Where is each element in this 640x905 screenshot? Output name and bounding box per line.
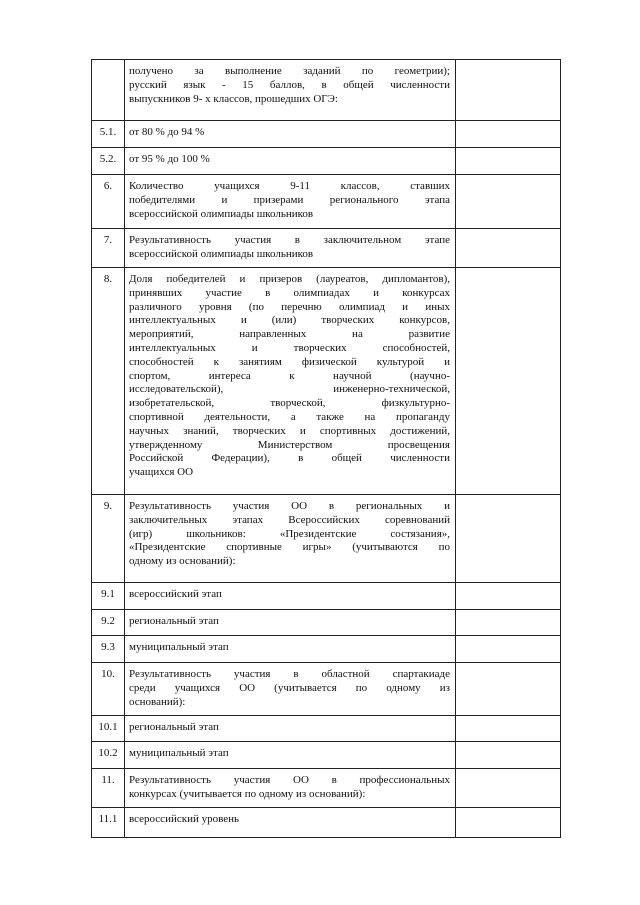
description-line: получено за выполнение заданий по геометрии); bbox=[129, 65, 450, 77]
row-description bbox=[125, 716, 456, 742]
description-line: Российской Федерации), в общей численности bbox=[129, 452, 450, 465]
row-value-cell[interactable] bbox=[456, 808, 561, 838]
description-line: спортивной деятельности, а также на пропаганду bbox=[129, 410, 450, 423]
table-row bbox=[92, 769, 561, 808]
description-line: выпускников 9- х классов, прошедших ОГЭ: bbox=[129, 92, 338, 105]
description-line: интеллектуальных и творческих способностей, bbox=[129, 341, 450, 354]
row-description bbox=[125, 148, 456, 175]
row-value-cell[interactable] bbox=[456, 148, 561, 175]
row-description bbox=[125, 175, 456, 229]
table-row bbox=[92, 175, 561, 229]
description-line: заключительных этапах Всероссийских соревнований bbox=[129, 513, 450, 526]
row-number: 9.1 bbox=[92, 583, 125, 610]
row-value-cell[interactable] bbox=[456, 60, 561, 121]
row-number: 10.2 bbox=[92, 742, 125, 769]
row-description bbox=[125, 583, 456, 610]
criteria-table-body bbox=[92, 60, 561, 838]
table-row bbox=[92, 121, 561, 148]
description-line: русский язык - 15 баллов, в общей численности bbox=[129, 78, 450, 91]
row-value-cell[interactable] bbox=[456, 495, 561, 583]
row-number: 9.3 bbox=[92, 636, 125, 663]
table-row bbox=[92, 148, 561, 175]
description-line: Результативность участия в заключительном этапе bbox=[129, 234, 450, 246]
row-description bbox=[125, 636, 456, 663]
table-row bbox=[92, 808, 561, 838]
row-description bbox=[125, 121, 456, 148]
description-line: принявших участие в олимпиадах и конкурсах bbox=[129, 286, 450, 299]
row-value-cell[interactable] bbox=[456, 663, 561, 716]
row-description bbox=[125, 60, 456, 121]
row-number: 5.1. bbox=[92, 121, 125, 148]
row-number: 8. bbox=[92, 268, 125, 495]
row-description bbox=[125, 268, 456, 495]
row-description bbox=[125, 808, 456, 838]
description-line: от 95 % до 100 % bbox=[129, 153, 210, 165]
row-value-cell[interactable] bbox=[456, 268, 561, 495]
table-row bbox=[92, 636, 561, 663]
table-row bbox=[92, 663, 561, 716]
description-line: всероссийский уровень bbox=[129, 813, 240, 825]
table-row bbox=[92, 268, 561, 495]
row-value-cell[interactable] bbox=[456, 175, 561, 229]
table-row bbox=[92, 495, 561, 583]
description-line: спортом, интереса к научной (научно- bbox=[129, 369, 450, 382]
row-number: 10.1 bbox=[92, 716, 125, 742]
description-line: всероссийской олимпиады школьников bbox=[129, 247, 314, 260]
row-number bbox=[92, 60, 125, 121]
table-row bbox=[92, 742, 561, 769]
table-row bbox=[92, 716, 561, 742]
description-line: региональный этап bbox=[129, 615, 219, 627]
row-number: 11. bbox=[92, 769, 125, 808]
table-row bbox=[92, 229, 561, 268]
row-number: 5.2. bbox=[92, 148, 125, 175]
description-line: различного уровня (по перечню олимпиад и иных bbox=[129, 300, 450, 313]
row-value-cell[interactable] bbox=[456, 583, 561, 610]
row-description bbox=[125, 229, 456, 268]
description-line: среди учащихся ОО (учитывается по одному из bbox=[129, 681, 450, 694]
row-value-cell[interactable] bbox=[456, 636, 561, 663]
row-number: 9.2 bbox=[92, 610, 125, 636]
row-description bbox=[125, 769, 456, 808]
row-value-cell[interactable] bbox=[456, 229, 561, 268]
row-description bbox=[125, 610, 456, 636]
description-line: оснований): bbox=[129, 695, 186, 708]
description-line: муниципальный этап bbox=[129, 641, 229, 653]
description-line: всероссийский этап bbox=[129, 588, 222, 600]
table-row bbox=[92, 60, 561, 121]
description-line: муниципальный этап bbox=[129, 747, 229, 759]
row-number: 10. bbox=[92, 663, 125, 716]
description-line: одному из оснований): bbox=[129, 555, 236, 568]
description-line: Количество учащихся 9-11 классов, ставших bbox=[129, 180, 450, 192]
description-line: «Президентские спортивные игры» (учитываются по bbox=[129, 541, 450, 554]
row-value-cell[interactable] bbox=[456, 742, 561, 769]
row-number: 11.1 bbox=[92, 808, 125, 838]
description-line: региональный этап bbox=[129, 721, 219, 733]
description-line: интеллектуальных и (или) творческих конкурсов, bbox=[129, 314, 450, 327]
description-line: Доля победителей и призеров (лауреатов, дипломантов), bbox=[129, 273, 450, 285]
description-line: конкурсах (учитывается по одному из оснований): bbox=[129, 787, 366, 800]
row-value-cell[interactable] bbox=[456, 769, 561, 808]
description-line: научных знаний, творческих и спортивных достижений, bbox=[129, 424, 450, 437]
description-line: от 80 % до 94 % bbox=[129, 126, 205, 138]
description-line: Результативность участия ОО в профессиональных bbox=[129, 774, 450, 786]
description-line: всероссийской олимпиады школьников bbox=[129, 207, 314, 220]
description-line: Результативность участия ОО в региональных и bbox=[129, 500, 450, 512]
description-line: Результативность участия в областной спартакиаде bbox=[129, 668, 450, 680]
row-number: 6. bbox=[92, 175, 125, 229]
row-description bbox=[125, 495, 456, 583]
row-value-cell[interactable] bbox=[456, 716, 561, 742]
row-value-cell[interactable] bbox=[456, 610, 561, 636]
description-line: мероприятий, направленных на развитие bbox=[129, 328, 450, 341]
criteria-table bbox=[91, 59, 561, 838]
row-number: 9. bbox=[92, 495, 125, 583]
row-description bbox=[125, 663, 456, 716]
row-value-cell[interactable] bbox=[456, 121, 561, 148]
description-line: утвержденному Министерством просвещения bbox=[129, 438, 450, 451]
table-row bbox=[92, 583, 561, 610]
row-number: 7. bbox=[92, 229, 125, 268]
description-line: (игр) школьников: «Президентские состязания», bbox=[129, 527, 450, 540]
description-line: исследовательской), инженерно-технической, bbox=[129, 383, 450, 396]
description-line: учащихся ОО bbox=[129, 466, 194, 479]
description-line: изобретательской, творческой, физкультурно- bbox=[129, 397, 450, 410]
row-description bbox=[125, 742, 456, 769]
description-line: победителями и призерами регионального этапа bbox=[129, 193, 450, 206]
description-line: способностей к занятиям физической культурой и bbox=[129, 355, 450, 368]
table-row bbox=[92, 610, 561, 636]
